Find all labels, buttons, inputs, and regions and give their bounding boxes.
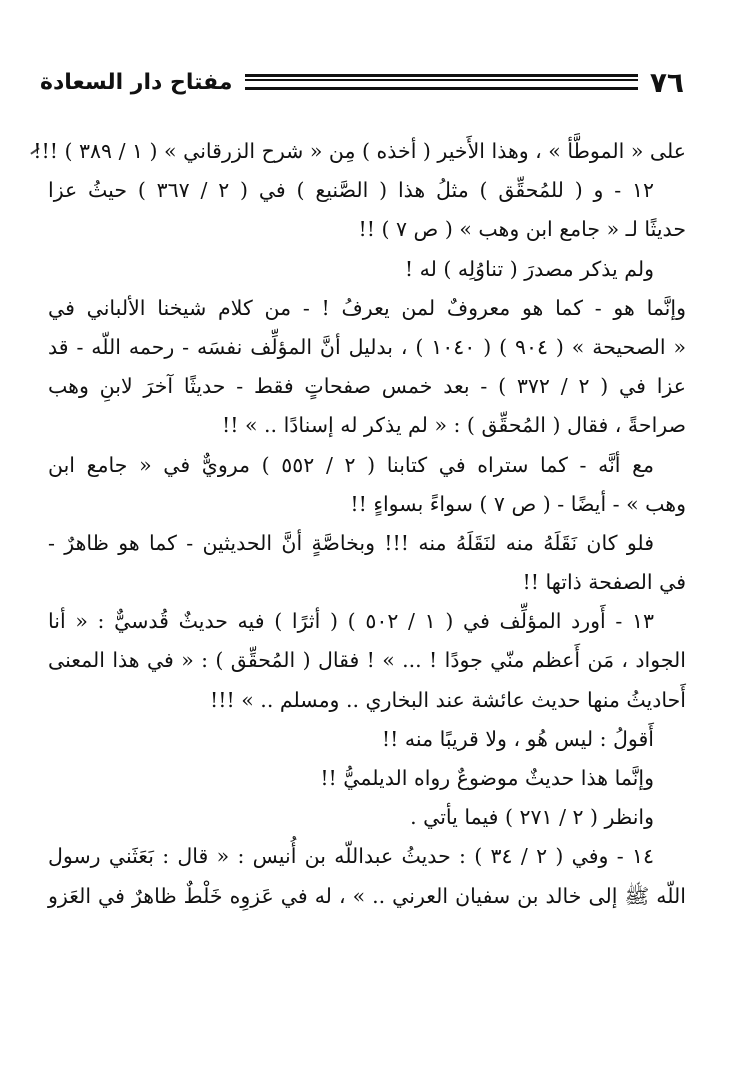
text-line: وإنَّما هو - كما هو معروفٌ لمن يعرفُ ! - من كلام شيخنا الألباني في (48, 295, 686, 320)
text-line: مع أنَّه - كما ستراه في كتابنا ( ٢ / ٥٥٢ ) مرويٌّ في « جامع ابن (48, 452, 654, 477)
text-line: ١٢ - و ( للمُحقِّق ) مثلُ هذا ( الصَّنيع ) في ( ٢ / ٣٦٧ ) حيثُ عزا (48, 178, 654, 203)
text-line: صراحةً ، فقال ( المُحقِّق ) : « لم يذكر له إسنادًا .. » !! (221, 413, 686, 438)
text-line: وانظر ( ٢ / ٢٧١ ) فيما يأتي . (410, 805, 654, 830)
body-text (33, 132, 686, 916)
text-line: في الصفحة ذاتها !! (522, 570, 686, 595)
text-line: « الصحيحة » ( ٩٠٤ ) ( ١٠٤٠ ) ، بدليل أنَّ المؤلِّف نفسَه - رحمه اللّه - قد (48, 334, 686, 359)
text-line: الجواد ، مَن أَعظم منّي جودًا ! ... » ! فقال ( المُحقِّق ) : « في هذا المعنى (48, 648, 686, 673)
text-line: اللّه ﷺ إلى خالد بن سفيان العرني .. » ، له في عَزوِه خَلْطٌ ظاهرٌ في العَزو (48, 883, 686, 908)
header-rule (245, 74, 638, 90)
text-line: أَقولُ : ليس هُو ، ولا قريبًا منه !! (381, 726, 654, 751)
text-line: وإنَّما هذا حديثٌ موضوعٌ رواه الديلميُّ !! (320, 766, 654, 790)
text-line: على « الموطَّأ » ، وهذا الأَخير ( أخذه ) مِن « شرح الزرقاني » ( ١ / ٣٨٩ ) !!! (33, 139, 686, 163)
text-line: ١٣ - أَورد المؤلِّف في ( ١ / ٥٠٢ ) ( أثرًا ) فيه حديثٌ قُدسيٌّ : « أنا (48, 609, 654, 634)
page-header (40, 58, 684, 106)
running-title: مفتاح دار السعادة (40, 69, 233, 95)
text-line: ولم يذكر مصدرَ ( تناوُلِه ) له ! (404, 256, 654, 281)
text-line: عزا في ( ٢ / ٣٧٢ ) - بعد خمس صفحاتٍ فقط - حديثًا آخرَ لابنِ وهب (48, 374, 686, 399)
page-number: ٧٦ (649, 65, 684, 99)
text-line: حديثًا لـ « جامع ابن وهب » ( ص ٧ ) !! (358, 217, 686, 242)
text-line: ١٤ - وفي ( ٢ / ٣٤ ) : حديثُ عبداللّه بن أُنيس : « قال : بَعَثَني رسول (48, 844, 654, 869)
text-line: فلو كان نَقَلَهُ منه لنَقَلَهُ منه !!! وبخاصَّةٍ أنَّ الحديثين - كما هو ظاهرٌ - (48, 530, 654, 555)
text-line: أَحاديثُ منها حديث عائشة عند البخاري .. ومسلم .. » !!! (210, 687, 686, 712)
text-line: وهب » - أيضًا - ( ص ٧ ) سواءً بسواءٍ !! (350, 491, 686, 516)
